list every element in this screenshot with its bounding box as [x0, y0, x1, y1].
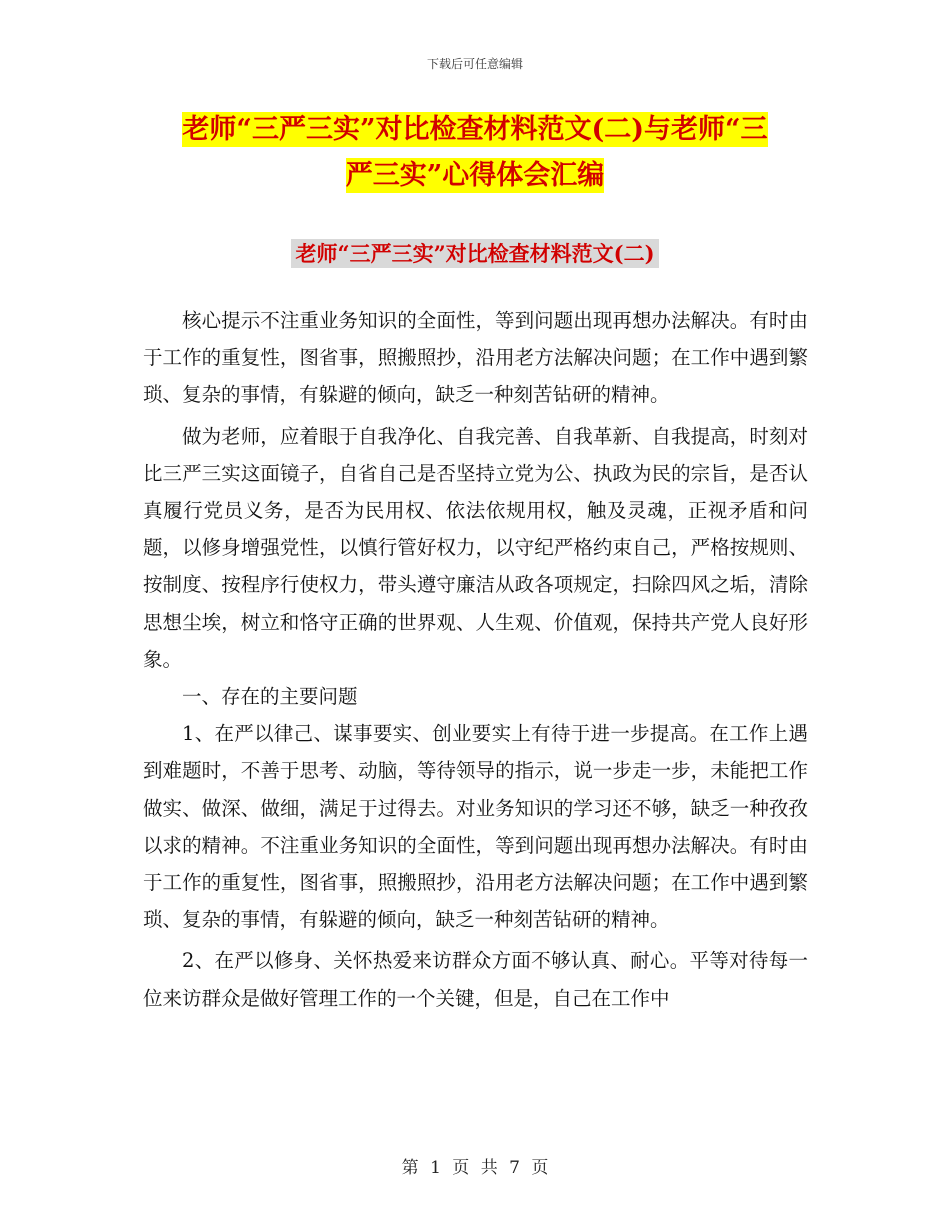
- paragraph: 2、在严以修身、关怀热爱来访群众方面不够认真、耐心。平等对待每一位来访群众是做好管理工作的一个关键，但是，自己在工作中: [143, 949, 808, 1010]
- paragraph: 核心提示不注重业务知识的全面性，等到问题出现再想办法解决。有时由于工作的重复性，图省事，照搬照抄，沿用老方法解决问题；在工作中遇到繁琐、复杂的事情，有躲避的倾向，缺乏一种刻苦钻研的精神。: [143, 309, 808, 407]
- document-body: [143, 302, 808, 1017]
- paragraph: 1、在严以律己、谋事要实、创业要实上有待于进一步提高。在工作上遇到难题时，不善于思考、动脑，等待领导的指示，说一步走一步，未能把工作做实、做深、做细，满足于过得去。对业务知识的学习还不够，缺乏一种孜孜以求的精神。不注重业务知识的全面性，等到问题出现再想办法解决。有时由于工作的重复性，图省事，照搬照抄，沿用老方法解决问题；在工作中遇到繁琐、复杂的事情，有躲避的倾向，缺乏一种刻苦钻研的精神。: [143, 722, 808, 932]
- section-title: [0, 238, 950, 268]
- page-header: 下载后可任意编辑: [426, 57, 523, 71]
- section-heading: 一、存在的主要问题: [182, 685, 358, 709]
- section-title-highlight: 老师“三严三实”对比检查材料范文(二): [291, 239, 658, 268]
- paragraph: 做为老师，应着眼于自我净化、自我完善、自我革新、自我提高，时刻对比三严三实这面镜子，自省自己是否坚持立党为公、执政为民的宗旨，是否认真履行党员义务，是否为民用权、依法依规用权，触及灵魂，正视矛盾和问题，以修身增强党性，以慎行管好权力，以守纪严格约束自己，严格按规则、按制度、按程序行使权力，带头遵守廉洁从政各项规定，扫除四风之垢，清除思想尘埃，树立和恪守正确的世界观、人生观、价值观，保持共产党人良好形象。: [143, 424, 808, 671]
- document-title-line-2: [150, 150, 800, 202]
- title-highlight: 严三实”心得体会汇编: [345, 160, 605, 191]
- title-highlight: 老师“三严三实”对比检查材料范文(二)与老师“三: [182, 114, 768, 145]
- document-title-line-1: [150, 104, 800, 156]
- page-footer: 第 1 页 共 7 页: [401, 1158, 549, 1178]
